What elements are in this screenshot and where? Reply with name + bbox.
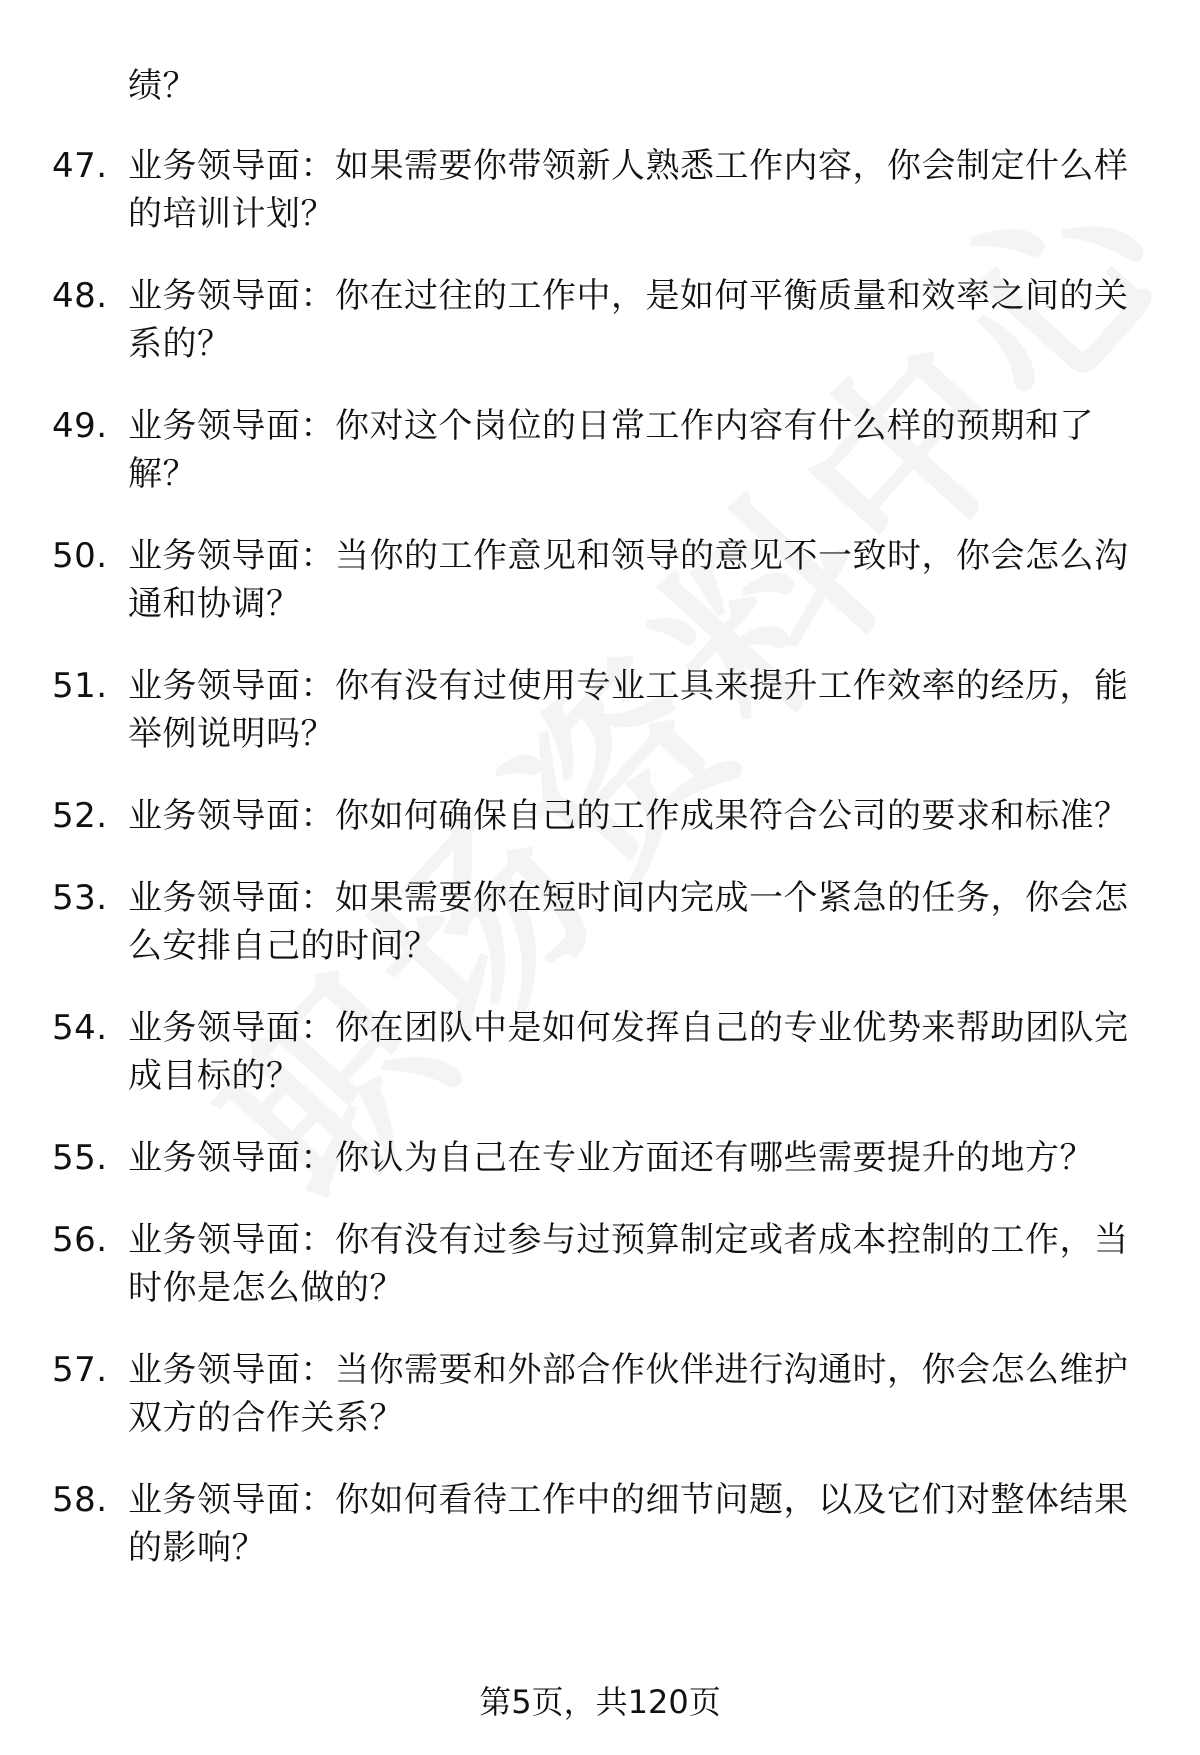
list-item bbox=[52, 1346, 1152, 1442]
question-text: 业务领导面：你在团队中是如何发挥自己的专业优势来帮助团队完成目标的？ bbox=[128, 1008, 1129, 1096]
question-text: 业务领导面：你在过往的工作中，是如何平衡质量和效率之间的关系的？ bbox=[128, 276, 1129, 364]
list-item bbox=[52, 1004, 1152, 1100]
question-number: 49. bbox=[52, 406, 108, 446]
page-footer: 第5页，共120页 bbox=[479, 1683, 721, 1721]
question-text: 业务领导面：当你的工作意见和领导的意见不一致时，你会怎么沟通和协调？ bbox=[128, 536, 1129, 624]
list-item bbox=[52, 272, 1152, 368]
question-number: 56. bbox=[52, 1220, 108, 1260]
question-number: 54. bbox=[52, 1008, 108, 1048]
question-number: 53. bbox=[52, 878, 108, 918]
list-item bbox=[52, 402, 1152, 498]
question-number: 47. bbox=[52, 146, 108, 186]
list-item bbox=[52, 1216, 1152, 1312]
question-text: 业务领导面：当你需要和外部合作伙伴进行沟通时，你会怎么维护双方的合作关系？ bbox=[128, 1350, 1129, 1438]
question-number: 55. bbox=[52, 1138, 108, 1178]
question-number: 48. bbox=[52, 276, 108, 316]
question-list bbox=[52, 142, 1152, 1606]
list-item bbox=[52, 874, 1152, 970]
list-item bbox=[52, 662, 1152, 758]
question-number: 50. bbox=[52, 536, 108, 576]
question-text: 业务领导面：如果需要你在短时间内完成一个紧急的任务，你会怎么安排自己的时间？ bbox=[128, 878, 1129, 966]
question-number: 52. bbox=[52, 796, 108, 836]
question-text: 业务领导面：你有没有过参与过预算制定或者成本控制的工作，当时你是怎么做的？ bbox=[128, 1220, 1129, 1308]
question-text: 业务领导面：你如何确保自己的工作成果符合公司的要求和标准？ bbox=[128, 796, 1129, 836]
question-number: 58. bbox=[52, 1480, 108, 1520]
question-text: 业务领导面：你认为自己在专业方面还有哪些需要提升的地方？ bbox=[128, 1138, 1094, 1178]
list-item bbox=[52, 532, 1152, 628]
question-number: 57. bbox=[52, 1350, 108, 1390]
list-item bbox=[52, 792, 1152, 840]
question-text: 业务领导面：你如何看待工作中的细节问题，以及它们对整体结果的影响？ bbox=[128, 1480, 1129, 1568]
question-text: 业务领导面：你对这个岗位的日常工作内容有什么样的预期和了解？ bbox=[128, 406, 1094, 494]
list-item bbox=[52, 1476, 1152, 1572]
continued-text: 绩？ bbox=[128, 66, 197, 106]
question-text: 业务领导面：你有没有过使用专业工具来提升工作效率的经历，能举例说明吗？ bbox=[128, 666, 1129, 754]
list-item bbox=[52, 142, 1152, 238]
question-text: 业务领导面：如果需要你带领新人熟悉工作内容，你会制定什么样的培训计划？ bbox=[128, 146, 1129, 234]
list-item bbox=[52, 1134, 1152, 1182]
question-number: 51. bbox=[52, 666, 108, 706]
